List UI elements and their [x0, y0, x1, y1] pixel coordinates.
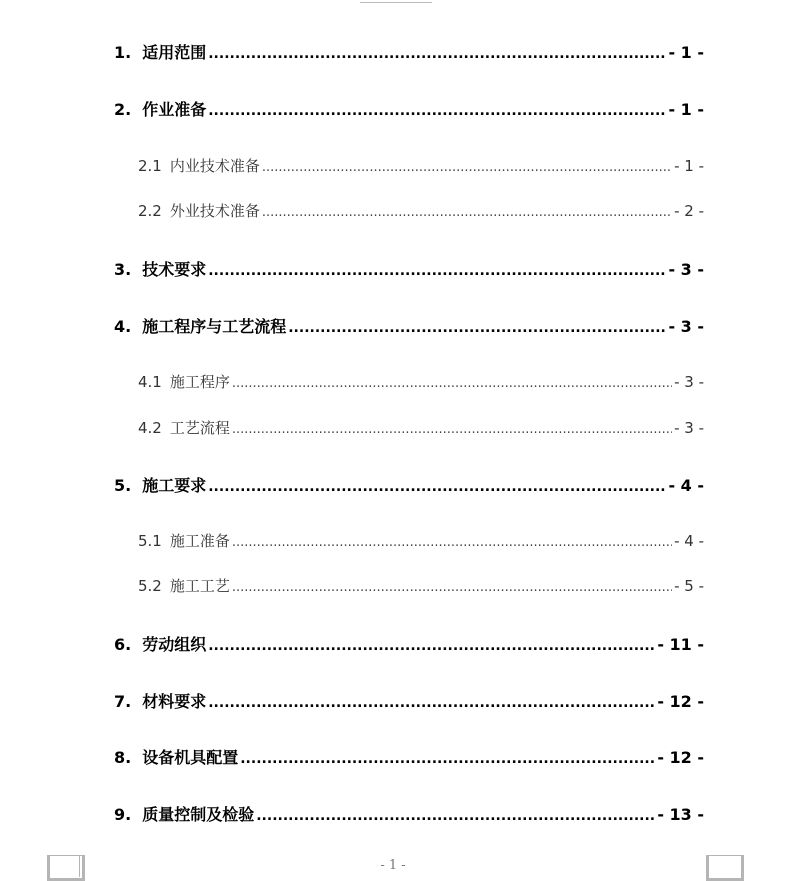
toc-entry-page: - 1 - [668, 100, 704, 119]
dot-leader [208, 100, 666, 119]
toc-entry[interactable] [114, 802, 704, 825]
toc-subentry[interactable] [138, 200, 704, 221]
toc-entry-page: - 4 - [674, 532, 704, 550]
toc-entry-title: 质量控制及检验 [142, 805, 255, 824]
toc-subentry[interactable] [138, 155, 704, 176]
toc-entry-title: 施工程序 [169, 373, 230, 391]
toc-entry-title: 作业准备 [142, 100, 207, 119]
dot-leader [288, 317, 666, 336]
toc-entry-page: - 1 - [674, 157, 704, 175]
toc-entry[interactable] [114, 314, 704, 337]
toc-entry-number: 2.2 [138, 202, 162, 220]
toc-subentry[interactable] [138, 371, 704, 392]
toc-entry[interactable] [114, 632, 704, 655]
toc-entry-title: 施工要求 [142, 476, 207, 495]
toc-entry-title: 适用范围 [142, 43, 207, 62]
dot-leader [262, 157, 672, 175]
toc-entry-page: - 12 - [657, 692, 704, 711]
toc-entry-title: 技术要求 [142, 260, 207, 279]
toc-entry[interactable] [114, 689, 704, 712]
toc-entry[interactable] [114, 473, 704, 496]
toc-entry-number: 5. [114, 476, 132, 495]
dot-leader [262, 202, 672, 220]
toc-entry-page: - 11 - [657, 635, 704, 654]
toc-entry-title: 施工程序与工艺流程 [142, 317, 287, 336]
toc-entry-title: 劳动组织 [142, 635, 207, 654]
toc-entry-page: - 3 - [668, 317, 704, 336]
dot-leader [208, 635, 655, 654]
toc-entry[interactable] [114, 745, 704, 768]
toc-entry-title: 施工准备 [169, 532, 230, 550]
toc-entry-title: 外业技术准备 [169, 202, 260, 220]
top-divider [360, 0, 432, 3]
dot-leader [208, 476, 666, 495]
toc-entry-title: 工艺流程 [169, 419, 230, 437]
toc-entry-page: - 5 - [674, 577, 704, 595]
toc-entry-page: - 1 - [668, 43, 704, 62]
toc-entry[interactable] [114, 40, 704, 63]
toc-entry-number: 3. [114, 260, 132, 279]
toc-entry-page: - 2 - [674, 202, 704, 220]
footer-page-number: - 1 - [380, 858, 406, 873]
dot-leader [256, 805, 655, 824]
toc-entry-number: 8. [114, 748, 132, 767]
toc-entry-page: - 12 - [657, 748, 704, 767]
dot-leader [240, 748, 655, 767]
dot-leader [232, 373, 672, 391]
toc-entry-number: 5.1 [138, 532, 162, 550]
toc-entry-number: 4.2 [138, 419, 162, 437]
toc-entry-number: 9. [114, 805, 132, 824]
toc-entry-page: - 3 - [674, 373, 704, 391]
toc-entry-number: 2. [114, 100, 132, 119]
toc-entry-page: - 4 - [668, 476, 704, 495]
toc-subentry[interactable] [138, 417, 704, 438]
toc-entry[interactable] [114, 97, 704, 120]
toc-subentry[interactable] [138, 575, 704, 596]
toc-subentry[interactable] [138, 530, 704, 551]
toc-entry-number: 5.2 [138, 577, 162, 595]
toc-entry-number: 4. [114, 317, 132, 336]
toc-entry[interactable] [114, 257, 704, 280]
toc-entry-number: 7. [114, 692, 132, 711]
dot-leader [208, 260, 666, 279]
dot-leader [208, 692, 655, 711]
dot-leader [232, 419, 672, 437]
dot-leader [208, 43, 666, 62]
toc-entry-number: 2.1 [138, 157, 162, 175]
toc-entry-page: - 13 - [657, 805, 704, 824]
toc-entry-number: 4.1 [138, 373, 162, 391]
toc-entry-title: 材料要求 [142, 692, 207, 711]
toc-entry-title: 施工工艺 [169, 577, 230, 595]
toc-entry-page: - 3 - [674, 419, 704, 437]
toc-entry-number: 1. [114, 43, 132, 62]
toc-entry-title: 设备机具配置 [142, 748, 239, 767]
toc-entry-page: - 3 - [668, 260, 704, 279]
toc-entry-number: 6. [114, 635, 132, 654]
dot-leader [232, 577, 672, 595]
toc-entry-title: 内业技术准备 [169, 157, 260, 175]
dot-leader [232, 532, 672, 550]
